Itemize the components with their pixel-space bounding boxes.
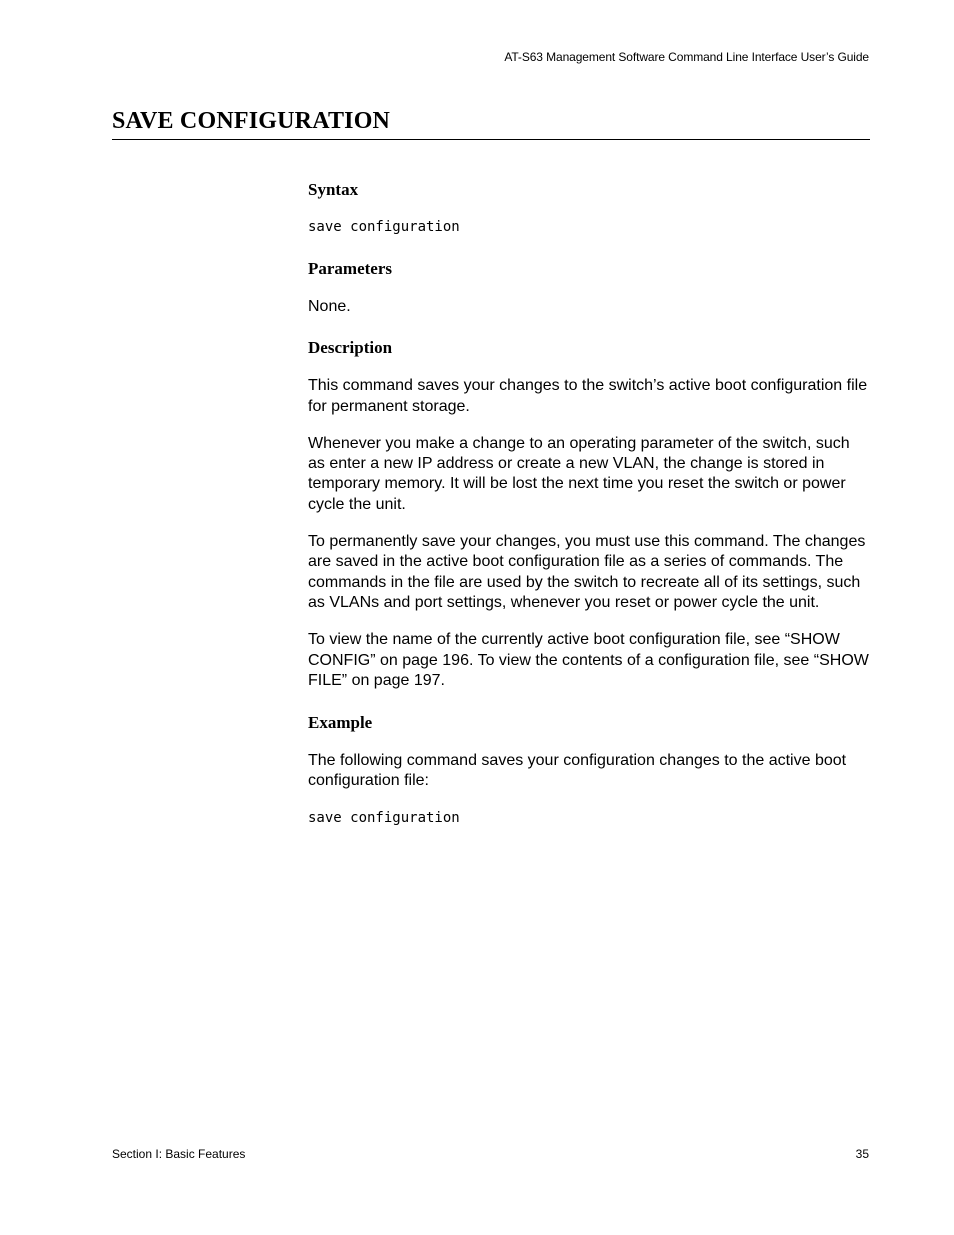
description-paragraph: To permanently save your changes, you must use this command. The changes are saved in the active boot configuration file as a series of commands. The commands in the file are used by the switch to recreate all of its settings, such as VLANs and port settings, whenever you reset or power cycle the unit. — [308, 533, 866, 611]
main-content — [308, 180, 870, 828]
footer-section-label: Section I: Basic Features — [112, 1147, 246, 1161]
syntax-heading: Syntax — [308, 180, 359, 199]
description-paragraph: To view the name of the currently active boot configuration file, see “SHOW CONFIG” on page 196. To view the contents of a configuration file, see “SHOW FILE” on page 197. — [308, 631, 869, 689]
parameters-text: None. — [308, 298, 351, 315]
page-title: SAVE CONFIGURATION — [112, 108, 391, 134]
footer-page-number: 35 — [855, 1147, 869, 1161]
example-command: save configuration — [308, 809, 460, 826]
example-text: The following command saves your configuration changes to the active boot configuration file: — [308, 752, 847, 790]
running-header: AT-S63 Management Software Command Line Interface User’s Guide — [504, 50, 869, 64]
syntax-command: save configuration — [308, 219, 460, 235]
example-heading: Example — [308, 713, 373, 733]
description-paragraph: This command saves your changes to the switch’s active boot configuration file for permanent storage. — [308, 377, 868, 415]
parameters-heading: Parameters — [308, 259, 393, 278]
description-heading: Description — [308, 338, 393, 358]
title-divider — [112, 139, 870, 140]
description-paragraph: Whenever you make a change to an operating parameter of the switch, such as enter a new IP address or create a new VLAN, the change is stored in temporary memory. It will be lost the next time you reset the switch or power cycle the unit. — [308, 434, 850, 513]
